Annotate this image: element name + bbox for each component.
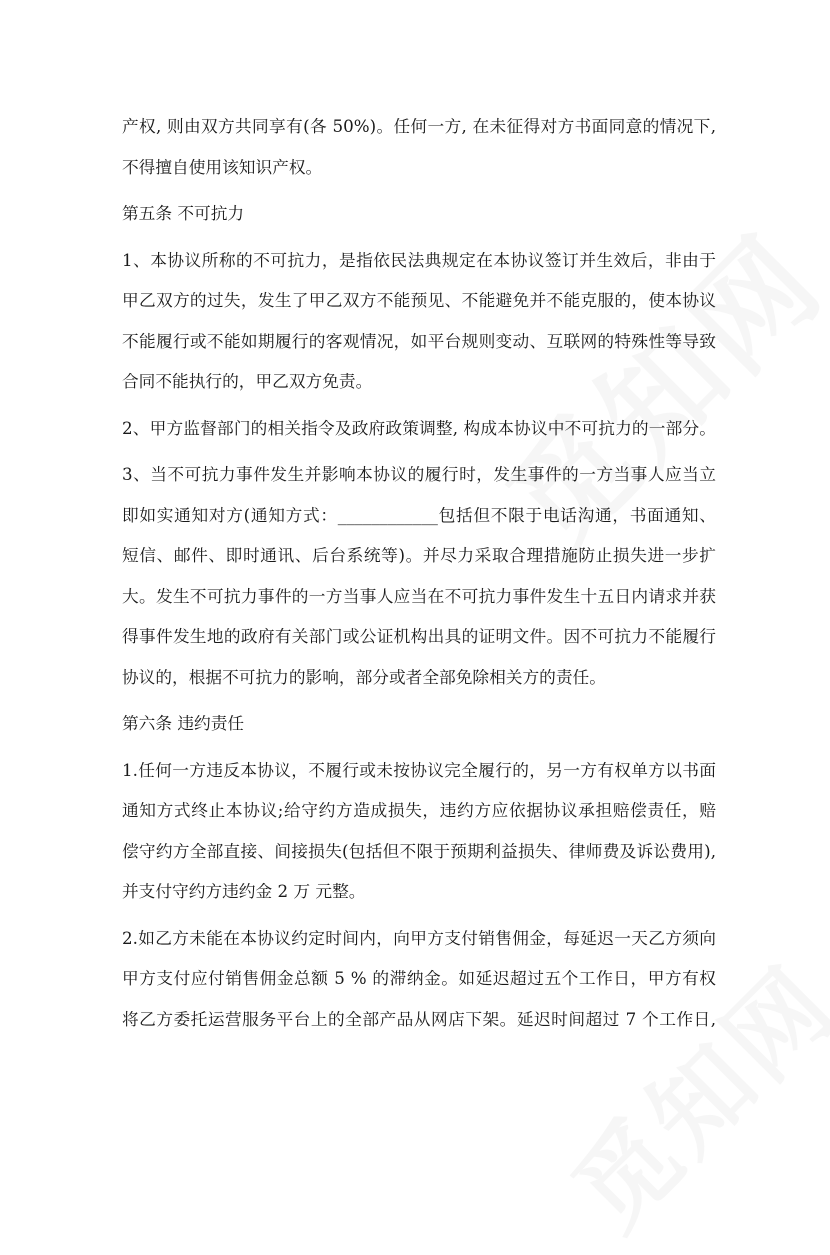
text-line: 1、本协议所称的不可抗力，是指依民法典规定在本协议签订并生效后，非由于 — [122, 249, 716, 270]
text-line: 偿守约方全部直接、间接损失(包括但不限于预期利益损失、律师费及诉讼费用), — [122, 840, 716, 861]
text-line: 产权, 则由双方共同享有(各 50%)。任何一方, 在未征得对方书面同意的情况下, — [122, 116, 716, 136]
text-line: 将乙方委托运营服务平台上的全部产品从网店下架。延迟时间超过 7 个工作日, — [122, 1008, 716, 1029]
article-6-heading: 第六条 违约责任 — [122, 713, 245, 733]
paragraph-6-2 — [122, 918, 716, 1040]
text-line: 不得擅自使用该知识产权。 — [122, 156, 323, 177]
text-line: 通知方式终止本协议;给守约方造成损失，违约方应依据协议承担赔偿责任，赔 — [122, 800, 716, 820]
text-line: 甲方支付应付销售佣金总额 5 % 的滞纳金。如延迟超过五个工作日，甲方有权 — [122, 968, 716, 988]
text-line: 得事件发生地的政府有关部门或公证机构出具的证明文件。因不可抗力不能履行 — [122, 626, 716, 646]
text-line: 短信、邮件、即时通讯、后台系统等)。并尽力采取合理措施防止损失进一步扩 — [122, 545, 716, 565]
paragraph-5-1 — [122, 240, 716, 402]
text-line: 合同不能执行的，甲乙双方免责。 — [122, 371, 373, 391]
text-line: 并支付守约方违约金 2 万 元整。 — [122, 881, 366, 901]
text-line: 大。发生不可抗力事件的一方当事人应当在不可抗力事件发生十五日内请求并获 — [122, 585, 716, 606]
text-line: 即如实通知对方(通知方式：____________包括但不限于电话沟通，书面通知、 — [122, 504, 716, 525]
text-line: 不能履行或不能如期履行的客观情况，如平台规则变动、互联网的特殊性等导致 — [122, 330, 716, 351]
text-line: 甲乙双方的过失，发生了甲乙双方不能预见、不能避免并不能克服的，使本协议 — [122, 290, 716, 310]
text-line: 协议的，根据不可抗力的影响，部分或者全部免除相关方的责任。 — [122, 666, 606, 687]
text-line: 2、甲方监督部门的相关指令及政府政策调整, 构成本协议中不可抗力的一部分。 — [122, 417, 716, 438]
article-5-heading: 第五条 不可抗力 — [122, 203, 245, 223]
text-line: 1.任何一方违反本协议，不履行或未按协议完全履行的，另一方有权单方以书面 — [122, 759, 716, 780]
paragraph-5-3 — [122, 454, 716, 697]
document-body — [122, 106, 716, 1039]
text-line: 2.如乙方未能在本协议约定时间内，向甲方支付销售佣金，每延迟一天乙方须向 — [122, 927, 716, 948]
paragraph-ip-ownership — [122, 106, 716, 187]
paragraph-5-2 — [122, 408, 716, 449]
text-line: 3、当不可抗力事件发生并影响本协议的履行时，发生事件的一方当事人应当立 — [122, 464, 716, 484]
paragraph-6-1 — [122, 750, 716, 912]
